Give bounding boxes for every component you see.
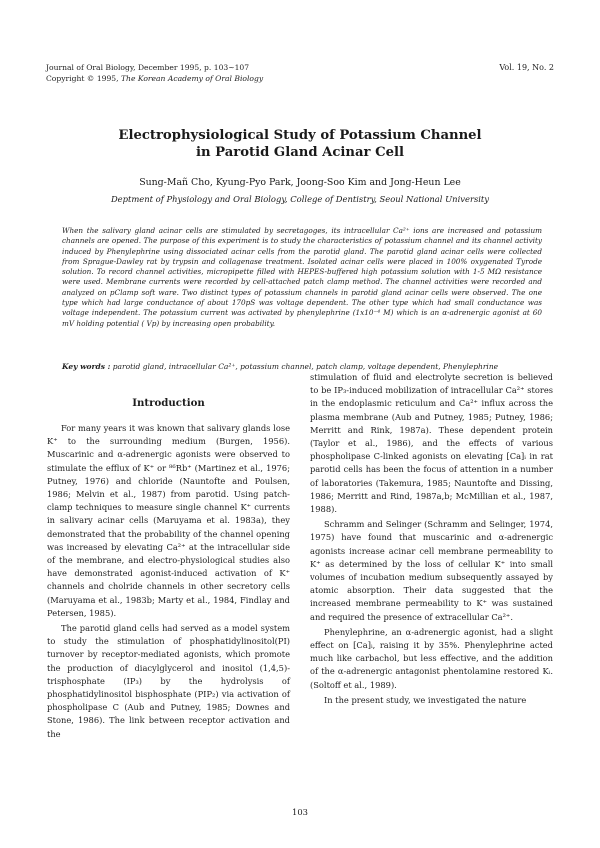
keywords-label: Key words :: [62, 362, 111, 371]
keywords-text: parotid gland, intracellular Ca²⁺, potassium channel, patch clamp, voltage dependent, Phenylephrine: [110, 362, 499, 371]
journal-citation: [46, 62, 263, 84]
paragraph: In the present study, we investigated the nature: [324, 694, 527, 705]
paragraph: Schramm and Selinger (Schramm and Selinger, 1974, 1975) have found that muscarinic and α-adrenergic agonists increase acinar cell membrane permeability to K⁺ as determined by the loss of cellular K⁺ into small volumes of incubation medium subsequently assayed by atomic absorption. Their data suggested that the increased membrane permeability to K⁺ was sustained and required the presence of extracellular Ca²⁺.: [310, 519, 553, 622]
title-line-2: in Parotid Gland Acinar Cell: [195, 145, 405, 160]
keywords: [62, 362, 542, 371]
page-number: 103: [292, 807, 308, 817]
affiliation: Deptment of Physiology and Oral Biology, College of Dentistry, Seoul National University: [110, 194, 490, 204]
copyright-org: The Korean Academy of Oral Biology: [120, 74, 264, 83]
title-line-1: Electrophysiological Study of Potassium Channel: [118, 128, 482, 143]
copyright-line: Copyright © 1995, The Korean Academy of Oral Biology: [46, 74, 264, 83]
paragraph: stimulation of fluid and electrolyte secretion is believed to be IP₃-induced mobilization of intracellular Ca²⁺ stores in the endoplasmic reticulum and Ca²⁺ influx across the plasma membrane (Aub and Putney, 1985; Putney, 1986; Merritt and Rink, 1987a). These dependent protein (Taylor et al., 1986), and the effects of various phospholipase C-linked agonists on elevating [Ca]ᵢ in rat parotid cells has been the focus of attention in a number of laboratories (Takemura, 1985; Nauntofte and Dissing, 1986; Merritt and Rind, 1987a,b; McMillian et al., 1987, 1988).: [310, 372, 553, 515]
paragraph: The parotid gland cells had served as a model system to study the stimulation of phosphatidylinositol(PI) turnover by receptor-mediated agonists, which promote the production of diacylglycerol and inositol (1,4,5)-trisphosphate (IP₃) by the hydrolysis of phosphatidylinositol bisphosphate (PIP₂) via activation of phospholipase C (Aub and Putney, 1985; Downes and Stone, 1986). The link between receptor activation and the: [47, 623, 290, 739]
journal-line: Journal of Oral Biology, December 1995, p. 103~107: [46, 63, 250, 72]
left-column: [47, 396, 290, 741]
running-header: [46, 62, 554, 84]
paragraph: Phenylephrine, an α-adrenergic agonist, had a slight effect on [Ca]ᵢ, raising it by 35%. Phenylephrine acted much like carbachol, but less effective, and the addition of the α-adrenergic antagonist phentolamine restored Kᵢ. (Soltoff et al., 1989).: [310, 626, 553, 690]
author-list: Sung-Mañ Cho, Kyung-Pyo Park, Joong-Soo Kim and Jong-Heun Lee: [139, 177, 461, 188]
volume-issue: Vol. 19, No. 2: [499, 63, 554, 72]
section-heading-introduction: Introduction: [132, 397, 205, 409]
right-column: [310, 371, 553, 707]
abstract: When the salivary gland acinar cells are stimulated by secretagoges, its intracellular Ca²⁺ ions are increased and potassium channels are opened. The purpose of this experiment is to study the characteristics of potassium channel and its channel activity induced by Phenylephrine using dissociated acinar cells from the parotid gland. The parotid gland acinar cells were collected from Sprague-Dawley rat by trypsin and collagenase treatment. Isolated acinar cells were placed in 100% oxygenated Tyrode solution. To record channel activities, micropipette filled with HEPES-buffered high potassium solution with 1-5 MΩ resistance were used. Membrane currents were recorded by cell-attached patch clamp method. The channel activities were recorded and analyzed on pClamp soft ware. Two distinct types of potassium channels in parotid gland acinar cells were observed. The one type which had large conductance of about 170pS was voltage dependent. The other type which had small conductance was voltage independent. The potassium current was activated by phenylephrine (1x10⁻⁴ M) which is an α-adrenergic agonist at 60 mV holding potential ( Vp) by increasing open probability.: [62, 226, 542, 328]
paper-title: [40, 127, 560, 161]
paragraph: For many years it was known that salivary glands lose K⁺ to the surrounding medium (Burgen, 1956). Muscarinic and α-adrenergic agonists were observed to stimulate the efflux of K⁺ or ⁸⁶Rb⁺ (Martinez et al., 1976; Putney, 1976) and chloride (Nauntofte and Poulsen, 1986; Melvin et al., 1987) from parotid. Using patch-clamp techniques to measure single channel K⁺ currents in salivary acinar cells (Maruyama et al. 1983a), they demonstrated that the probability of the channel opening was increased by elevating Ca²⁺ at the intracellular side of the membrane, and electro-physiological studies also have demonstrated agonist-induced activation of K⁺ channels and cholride channels in other secretory cells (Maruyama et al., 1983b; Marty et al., 1984, Findlay and Petersen, 1985).: [47, 423, 290, 618]
